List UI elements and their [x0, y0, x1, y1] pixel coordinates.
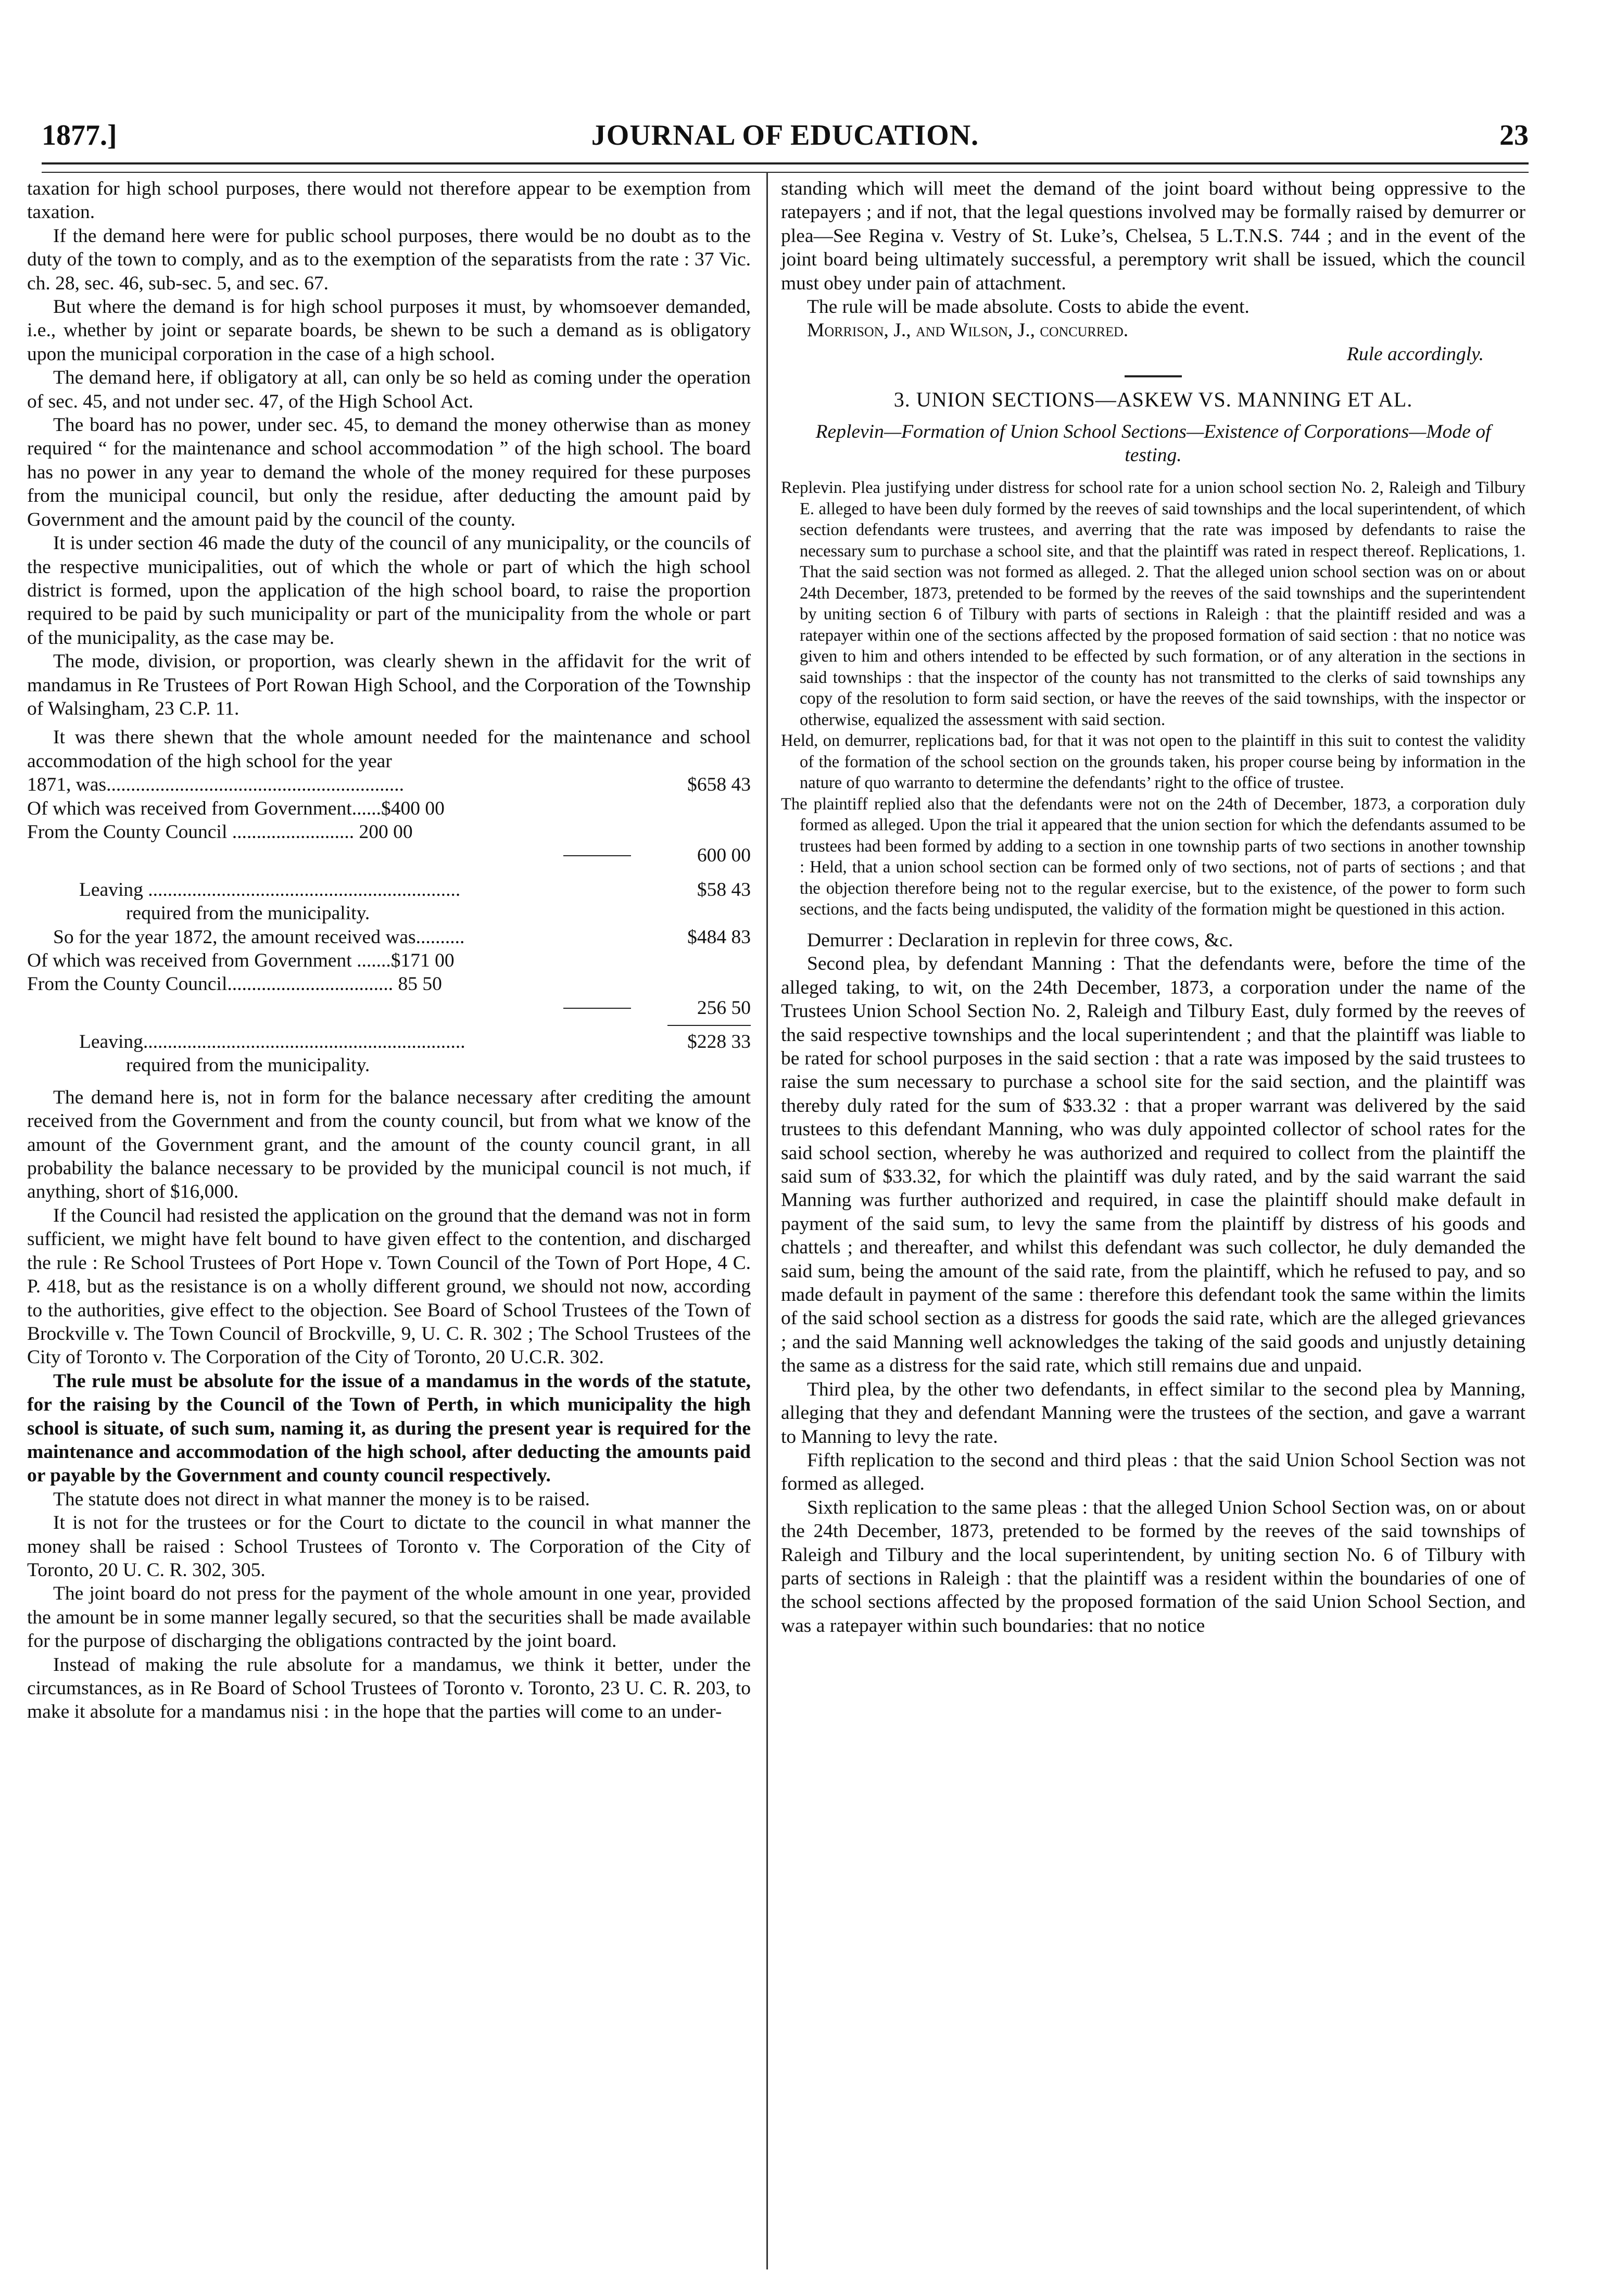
paragraph: The rule must be absolute for the issue of a mandamus in the words of the statute, for the raising by the Council of the Town of Perth, in which municipality the high school is situate, of such sum, naming it, as during the present year is required for the maintenance and accommodation of the high school, after deducting the amounts paid or payable by the Government and county council respectively.	[27, 1370, 751, 1487]
paragraph: It is not for the trustees or for the Court to dictate to the council in what manner the money shall be raised : School Trustees of Toronto v. The Corporation of the City of Toronto, 20 U. C. R. 302, 305.	[27, 1512, 751, 1581]
figure-row-sub2-rule	[27, 1020, 751, 1030]
header-title: JOURNAL OF EDUCATION.	[591, 119, 979, 151]
figure-amount: $58 43	[697, 879, 751, 900]
figure-label: Of which was received from Government......$400 00	[27, 797, 445, 819]
paragraph: The mode, division, or proportion, was clearly shewn in the affidavit for the writ of mandamus in Re Trustees of Port Rowan High School, and the Corporation of the Township of Walsingham, 23 C.P. 11.	[27, 651, 751, 719]
paragraph: standing which will meet the demand of the joint board without being oppressive to the ratepayers ; and if not, that the legal questions involved may be formally raised by demurrer or plea—See Regina v. Vestry of St. Luke’s, Chelsea, 5 L.T.N.S. 744 ; and in the event of the joint board being ultimately successful, a peremptory writ shall be issued, which the council must obey under pain of attachment.	[781, 178, 1525, 294]
paragraph: If the Council had resisted the application on the ground that the demand was not in form sufficient, we might have felt bound to have given effect to the contention, and discharged the rule : Re School Trustees of Port Hope v. Town Council of the Town of Port Hope, 4 C. P. 418, but as the resistance is on a wholly different ground, we should not now, according to the authorities, give effect to the objection. See Board of School Trustees of the Town of Brockville v. The Town Council of Brockville, 9, U. C. R. 302 ; The School Trustees of the City of Toronto v. The Corporation of the City of Toronto, 20 U.C.R. 302.	[27, 1204, 751, 1368]
figure-label: 1871, was.............................................................	[27, 774, 404, 796]
page-number: 23	[1499, 119, 1529, 151]
figure-row-gov2	[27, 949, 751, 972]
headnote-paragraph: Replevin. Plea justifying under distress for school rate for a union school section No. 2, Raleigh and Tilbury E. alleged to have been duly formed by the reeves of said townships and the local superintendent, of which section defendants were trustees, and averring that the rate was imposed by defendants to raise the necessary sum to purchase a school site, and that the plaintiff was rated in respect thereof. Replications, 1. That the said section was not formed as alleged. 2. That the alleged union school section was on or about 24th December, 1873, pretended to be formed by the reeves of the said townships and the superintendent by uniting section 6 of Tilbury with parts of sections in Raleigh : that the plaintiff resided and was a ratepayer within one of the sections affected by the proposed formation of said section : that no notice was given to him and others intended to be effected by such formation, or of any alteration in the sections in said townships : that the inspector of the county has not transmitted to the clerks of said townships any copy of the resolution to form said section, or have the reeves of the said townships, with the inspector or otherwise, equalized the assessment with said section.	[781, 478, 1525, 729]
paragraph: Second plea, by defendant Manning : That the defendants were, before the time of the alleged taking, to wit, on the 24th December, 1873, a corporation under the name of the Trustees Union School Section No. 2, Raleigh and Tilbury East, duly formed by the reeves of the said respective townships and the local superintendent ; and that the plaintiff was liable to be rated for school purposes in the said section : that a rate was imposed by the said trustees to raise the sum necessary to purchase a school site for the said section, and the plaintiff was thereby duly rated for the sum of $33.32 : that a proper warrant was delivered by the said trustees to this defendant Manning, who was duly appointed collector of school rates for the said school section, whereby he was authorized and required to collect from the plaintiff the said sum of $33.32, for which the plaintiff was duly rated, and by the said warrant the said Manning was further authorized and required, in case the plaintiff should make default in payment of the said sum, to levy the same from the plaintiff by distress of his goods and chattels ; and thereafter, and whilst this defendant was such collector, he duly demanded the said sum, being the amount of the said rate, from the plaintiff, which he refused to pay, and so made default in payment of the same : therefore this defendant took the same within the limits of the said school section as a distress for goods the said rate, which are the alleged grievances ; and the said Manning well acknowledges the taking of the said goods and unjustly detaining the same as a distress for the said rate, which still remains due and unpaid.	[781, 953, 1525, 1377]
figure-row-sub2	[27, 996, 751, 1020]
paragraph: If the demand here were for public school purposes, there would be no doubt as to the duty of the town to comply, and as to the exemption of the separatists from the rate : 37 Vic. ch. 28, sec. 46, sub-sec. 5, and sec. 67.	[27, 225, 751, 294]
figure-row-county	[27, 820, 751, 844]
figure-label: Leaving ................................................................	[79, 879, 461, 900]
figure-label: So for the year 1872, the amount received was..........	[53, 926, 465, 948]
paragraph: The demand here is, not in form for the balance necessary after crediting the amount received from the Government and from the county council, but from what we know of the amount of the Government grant, and the amount of the county council grant, in all probability the balance necessary to be provided by the municipal council is not much, if anything, short of $16,000.	[27, 1086, 751, 1203]
paragraph: The rule will be made absolute. Costs to abide the event.	[807, 296, 1250, 318]
paragraph: Fifth replication to the second and third pleas : that the said Union School Section was not formed as alleged.	[781, 1449, 1525, 1495]
figure-row-gov	[27, 797, 751, 820]
paragraph: The board has no power, under sec. 45, to demand the money otherwise than as money required “ for the maintenance and school accommodation ” of the high school. The board has no power in any year to demand the whole of the money required for these purposes from the municipal council, but only the residue, after deducting the amount paid by Government and the amount paid by the council of the county.	[27, 414, 751, 530]
figure-label: required from the municipality.	[126, 903, 370, 924]
paragraph: It was there shewn that the whole amount needed for the maintenance and school accommodation of the high school for the year	[27, 727, 751, 772]
figure-row-sub1	[27, 844, 751, 867]
figure-amount: $484 83	[687, 926, 751, 948]
paragraph: The statute does not direct in what manner the money is to be raised.	[53, 1488, 590, 1510]
figure-label: required from the municipality.	[126, 1055, 370, 1076]
figure-row-leaving1	[27, 878, 751, 902]
page-header	[42, 119, 1529, 160]
rule-accordingly: Rule accordingly.	[1346, 343, 1484, 365]
left-column	[27, 177, 751, 1724]
figure-row-req1	[27, 902, 751, 925]
figure-label: Leaving..................................................................	[79, 1031, 465, 1053]
figure-amount: $658 43	[687, 774, 751, 796]
figure-rule	[667, 1025, 751, 1026]
paragraph: taxation for high school purposes, there would not therefore appear to be exemption from taxation.	[27, 178, 751, 223]
paragraph: Morrison, J., and Wilson, J., concurred.	[807, 320, 1129, 341]
figure-label: From the County Council ......................... 200 00	[27, 821, 413, 843]
right-column	[781, 177, 1525, 1638]
figure-row-county2	[27, 972, 751, 996]
figure-rule	[563, 1008, 631, 1009]
figure-amount: $228 33	[687, 1031, 751, 1053]
header-year: 1877.]	[42, 119, 117, 151]
figure-row-1872	[27, 925, 751, 949]
paragraph: But where the demand is for high school purposes it must, by whomsoever demanded, i.e., whether by joint or separate boards, be shewn to be such a demand as is obligatory upon the municipal corporation in the case of a high school.	[27, 296, 751, 365]
header-rule	[42, 162, 1529, 173]
paragraph: Third plea, by the other two defendants, in effect similar to the second plea by Manning, alleging that they and defendant Manning were the trustees of the section, and gave a warrant to Manning to levy the rate.	[781, 1378, 1525, 1448]
figure-row-req2	[27, 1054, 751, 1077]
paragraph: Sixth replication to the same pleas : that the alleged Union School Section was, on or about the 24th December, 1873, pretended to be formed by the reeves of the said townships of Raleigh and Tilbury and the local superintendent, by uniting section No. 6 of Tilbury with parts of sections in Raleigh : that the plaintiff was a resident within the boundaries of one of the school sections affected by the proposed formation of the said Union School Section, and was a ratepayer within such boundaries: that no notice	[781, 1496, 1525, 1637]
figure-row-1871	[27, 773, 751, 796]
paragraph: Instead of making the rule absolute for a mandamus, we think it better, under the circumstances, as in Re Board of School Trustees of Toronto v. Toronto, 23 U. C. R. 203, to make it absolute for a mandamus nisi : in the hope that the parties will come to an under-	[27, 1654, 751, 1723]
paragraph: The joint board do not press for the payment of the whole amount in one year, provided the amount be in some manner legally secured, so that the securities shall be made available for the purpose of discharging the obligations contracted by the joint board.	[27, 1583, 751, 1652]
figure-amount: 600 00	[697, 845, 751, 867]
figure-rule	[563, 855, 631, 856]
section-divider	[1125, 375, 1182, 377]
figure-row-leaving2	[27, 1030, 751, 1054]
paragraph: The demand here, if obligatory at all, can only be so held as coming under the operation of sec. 45, and not under sec. 47, of the High School Act.	[27, 367, 751, 412]
column-divider	[766, 172, 768, 2269]
headnote-paragraph: The plaintiff replied also that the defendants were not on the 24th of December, 1873, a corporation duly formed as alleged. Upon the trial it appeared that the union section for which the defendants assumed to be trustees had been formed by adding to a section in one township parts of two sections in another township : Held, that a union school section can be formed only of two sections, not of parts of sections ; and that the objection therefore being not to the regular exercise, but to the existence, of the power to form such sections, and the facts being undisputed, the validity of the formation might be questioned in this action.	[781, 794, 1525, 919]
paragraph: Demurrer : Declaration in replevin for three cows, &c.	[807, 929, 1233, 951]
section-subheading: Replevin—Formation of Union School Sections—Existence of Corporations—Mode of testing.	[815, 421, 1491, 466]
section-heading: 3. UNION SECTIONS—ASKEW VS. MANNING ET AL.	[893, 388, 1413, 412]
figure-amount: 256 50	[697, 997, 751, 1019]
headnote	[781, 477, 1525, 920]
paragraph: It is under section 46 made the duty of the council of any municipality, or the councils of the respective municipalities, out of which the whole or part of which the high school district is formed, upon the application of the high school board, to raise the proportion required to be paid by such municipality or part of the municipality from the whole or part of the municipality, as the case may be.	[27, 532, 751, 649]
headnote-paragraph: Held, on demurrer, replications bad, for that it was not open to the plaintiff in this suit to contest the validity of the formation of the school section on the grounds taken, his proper course being by information in the nature of quo warranto to determine the defendants’ right to the office of trustee.	[781, 731, 1525, 793]
figure-label: From the County Council.................................. 85 50	[27, 973, 442, 995]
figure-label: Of which was received from Government .......$171 00	[27, 949, 455, 971]
